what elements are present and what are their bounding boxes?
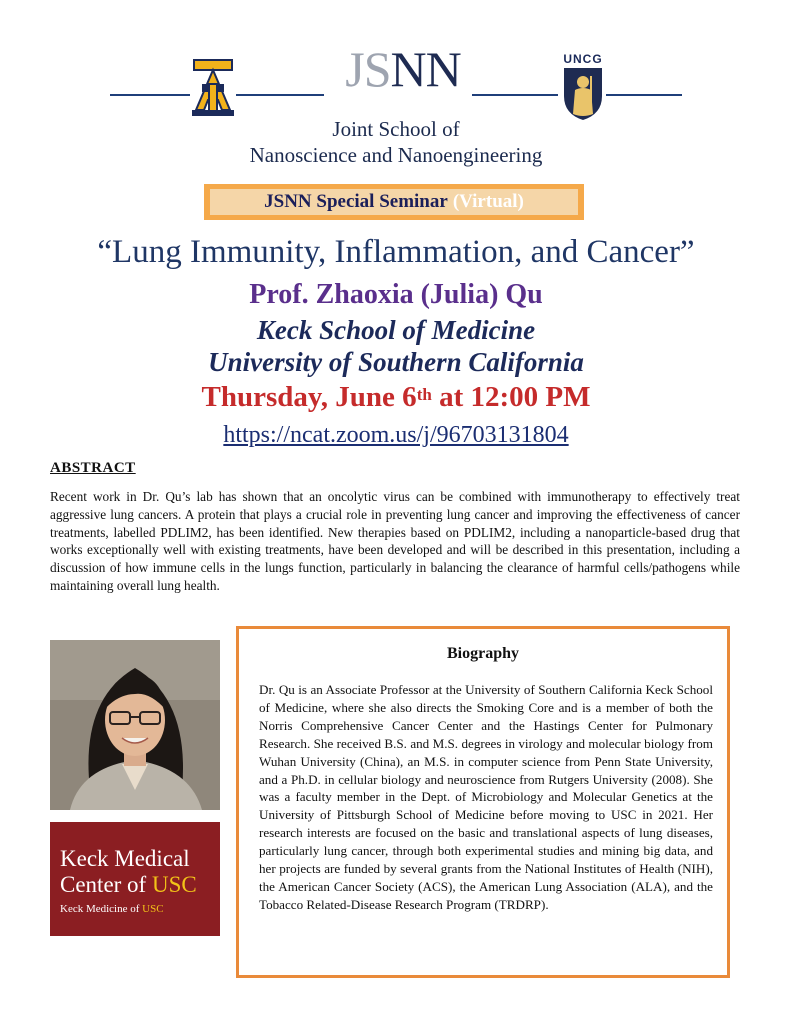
keck-logo-line2: Center of USC	[60, 872, 197, 897]
keck-medical-center-logo	[50, 822, 220, 936]
seminar-banner	[204, 184, 584, 220]
header-rule-right-outer	[606, 94, 682, 96]
header-rule-left-inner	[236, 94, 324, 96]
school-name-line1: Joint School of	[332, 117, 460, 141]
school-name	[200, 116, 592, 168]
uncg-logo-text: UNCG	[563, 52, 603, 66]
event-date: Thursday, June 6	[201, 381, 417, 413]
speaker-name: Prof. Zhaoxia (Julia) Qu	[249, 279, 543, 310]
event-datetime	[40, 380, 752, 414]
jsnn-logo: JSNN	[345, 41, 461, 97]
uncg-shield-icon	[560, 66, 606, 122]
header-rule-left-outer	[110, 94, 190, 96]
keck-logo-line1: Keck Medical	[60, 846, 190, 871]
keck-logo-line3: Keck Medicine of USC	[60, 903, 164, 915]
institution-university: University of Southern California	[208, 347, 584, 377]
biography-text: Dr. Qu is an Associate Professor at the University of Southern California Keck School of Medicine, where she also directs the Smoking Core and is a member of both the Norris Comprehensive Cancer Center and the Hastings Center for Pulmonary Research. She received B.S. and M.S. degrees in virology and molecular biology from Wuhan University (China), an M.S. in computer science from Penn State University, and a Ph.D. in cellular biology and neuroscience from Rutgers University (2008). She was a faculty member in the Dept. of Microbiology and Molecular Genetics at the University of Pittsburgh School of Medicine before moving to USC in 2021. Her research interests are focused on the basic and translational aspects of lung diseases, particularly lung cancer, through both experimental studies and mining big data, and her projects are funded by several grants from the National Institutes of Health (NIH), the American Cancer Society (ACS), the American Lung Association (ALA), and the Tobacco Related-Disease Research Program (TRDRP).	[259, 682, 713, 912]
biography-heading: Biography	[446, 645, 519, 662]
talk-title: “Lung Immunity, Inflammation, and Cancer”	[97, 234, 695, 270]
school-name-line2: Nanoscience and Nanoengineering	[249, 143, 543, 167]
biography-box	[236, 626, 730, 978]
event-time: at 12:00 PM	[431, 381, 591, 413]
abstract-heading: ABSTRACT	[50, 460, 136, 476]
seminar-label: JSNN Special Seminar	[264, 191, 448, 212]
seminar-mode: (Virtual)	[452, 191, 524, 212]
zoom-link[interactable]: https://ncat.zoom.us/j/96703131804	[223, 422, 569, 448]
event-date-suffix: th	[416, 385, 432, 404]
seminar-banner-inner	[210, 189, 578, 215]
uncg-logo	[560, 52, 606, 124]
institution-school: Keck School of Medicine	[256, 315, 536, 345]
abstract-text: Recent work in Dr. Qu’s lab has shown that an oncolytic virus can be combined with immunotherapy to effectively treat aggressive lung cancers. A protein that plays a crucial role in preventing lung cancer and improving the effectiveness of cancer treatments, labelled PDLIM2, has been identified. New therapies based on PDLIM2, including a nanoparticle-based drug that works exceptionally well with existing treatments, have been developed and will be described in this presentation, including a discussion of how immune cells in the lungs function, particularly in balancing the clearance of harmful cells/pathogens while maintaining overall lung health.	[50, 489, 740, 593]
ncat-logo	[190, 58, 236, 118]
speaker-photo	[50, 640, 220, 810]
